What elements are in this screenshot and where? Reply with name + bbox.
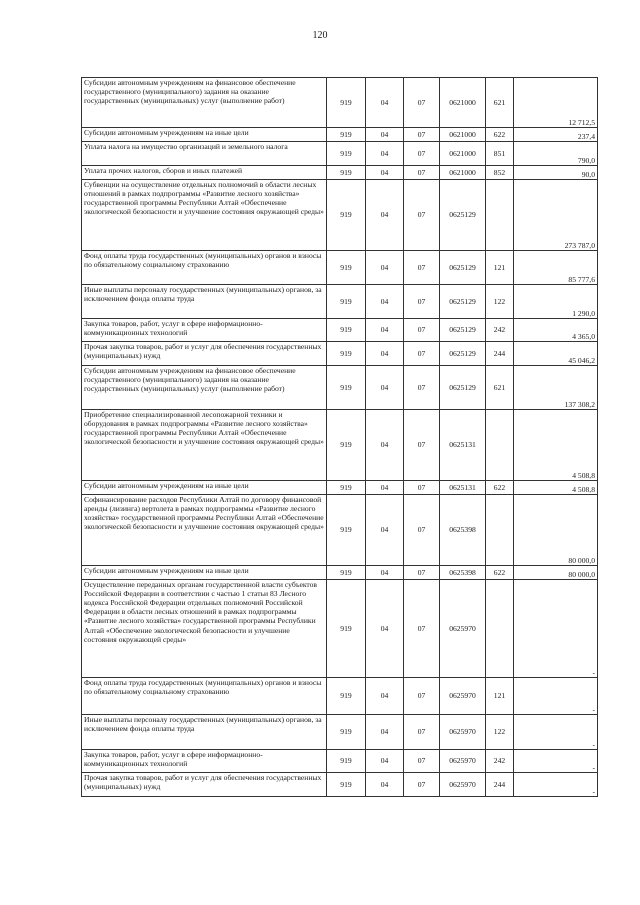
cell-subsection: 07: [404, 750, 440, 773]
table-row: [82, 319, 598, 342]
cell-name: Приобретение специализированной лесопожарной техники и оборудования в рамках подпрограммы «Развитие лесного хозяйства» государственной программы Республики Алтай «Обеспечение экологической безопасности и улучшение состояния окружающей среды»: [82, 410, 327, 481]
cell-section: 04: [366, 773, 404, 797]
cell-grbs: 919: [327, 715, 366, 750]
cell-target-article: 0625129: [440, 366, 486, 410]
cell-expense-type: 242: [486, 750, 514, 773]
cell-name: Иные выплаты персоналу государственных (муниципальных) органов, за исключением фонда оплаты труда: [82, 715, 327, 750]
cell-amount: 790,0: [514, 142, 598, 166]
cell-target-article: 0625970: [440, 773, 486, 797]
cell-section: 04: [366, 750, 404, 773]
cell-expense-type: 121: [486, 678, 514, 715]
cell-section: 04: [366, 319, 404, 342]
table-body: [82, 78, 598, 797]
cell-grbs: 919: [327, 78, 366, 128]
cell-subsection: 07: [404, 251, 440, 285]
cell-grbs: 919: [327, 566, 366, 580]
cell-target-article: 0625129: [440, 342, 486, 366]
cell-expense-type: 121: [486, 251, 514, 285]
cell-target-article: 0625970: [440, 580, 486, 678]
cell-target-article: 0621000: [440, 128, 486, 142]
cell-name: Фонд оплаты труда государственных (муниципальных) органов и взносы по обязательному социальному страхованию: [82, 678, 327, 715]
cell-grbs: 919: [327, 342, 366, 366]
cell-section: 04: [366, 285, 404, 319]
cell-section: 04: [366, 481, 404, 495]
table-row: [82, 285, 598, 319]
cell-subsection: 07: [404, 495, 440, 566]
cell-section: 04: [366, 410, 404, 481]
cell-amount: 45 046,2: [514, 342, 598, 366]
table-row: [82, 128, 598, 142]
cell-subsection: 07: [404, 166, 440, 180]
table-row: [82, 566, 598, 580]
cell-amount: -: [514, 715, 598, 750]
cell-section: 04: [366, 128, 404, 142]
table-row: [82, 715, 598, 750]
table-row: [82, 410, 598, 481]
cell-subsection: 07: [404, 285, 440, 319]
cell-name: Субсидии автономным учреждениям на иные цели: [82, 128, 327, 142]
table-row: [82, 678, 598, 715]
cell-expense-type: 244: [486, 773, 514, 797]
cell-amount: -: [514, 580, 598, 678]
cell-grbs: 919: [327, 142, 366, 166]
cell-expense-type: 122: [486, 285, 514, 319]
cell-amount: -: [514, 750, 598, 773]
cell-subsection: 07: [404, 410, 440, 481]
cell-amount: -: [514, 773, 598, 797]
cell-name: Субсидии автономным учреждениям на иные цели: [82, 481, 327, 495]
cell-section: 04: [366, 78, 404, 128]
budget-table: [81, 77, 598, 797]
cell-grbs: 919: [327, 410, 366, 481]
cell-target-article: 0621000: [440, 78, 486, 128]
cell-name: Субсидии автономным учреждениям на иные цели: [82, 566, 327, 580]
cell-expense-type: 621: [486, 366, 514, 410]
cell-section: 04: [366, 566, 404, 580]
cell-name: Уплата налога на имущество организаций и земельного налога: [82, 142, 327, 166]
cell-grbs: 919: [327, 166, 366, 180]
cell-name: Софинансирование расходов Республики Алтай по договору финансовой аренды (лизинга) вертолета в рамках подпрограммы «Развитие лесного хозяйства» государственной программы Республики Алтай «Обеспечение экологической безопасности и улучшение состояния окружающей среды»: [82, 495, 327, 566]
cell-amount: 12 712,5: [514, 78, 598, 128]
cell-name: Субвенции на осуществление отдельных полномочий в области лесных отношений в рамках подпрограммы «Развитие лесного хозяйства» государственной программы Республики Алтай «Обеспечение экологической безопасности и улучшение состояния окружающей среды»: [82, 180, 327, 251]
cell-expense-type: [486, 495, 514, 566]
cell-section: 04: [366, 166, 404, 180]
cell-amount: 90,0: [514, 166, 598, 180]
cell-name: Фонд оплаты труда государственных (муниципальных) органов и взносы по обязательному социальному страхованию: [82, 251, 327, 285]
cell-expense-type: 622: [486, 566, 514, 580]
cell-subsection: 07: [404, 78, 440, 128]
cell-subsection: 07: [404, 566, 440, 580]
cell-grbs: 919: [327, 319, 366, 342]
cell-target-article: 0625129: [440, 180, 486, 251]
cell-amount: 237,4: [514, 128, 598, 142]
cell-expense-type: [486, 180, 514, 251]
cell-expense-type: [486, 410, 514, 481]
cell-grbs: 919: [327, 285, 366, 319]
cell-grbs: 919: [327, 678, 366, 715]
cell-name: Уплата прочих налогов, сборов и иных платежей: [82, 166, 327, 180]
cell-target-article: 0625129: [440, 319, 486, 342]
cell-name: Закупка товаров, работ, услуг в сфере информационно-коммуникационных технологий: [82, 319, 327, 342]
cell-grbs: 919: [327, 580, 366, 678]
cell-amount: 80 000,0: [514, 495, 598, 566]
cell-subsection: 07: [404, 773, 440, 797]
cell-expense-type: 242: [486, 319, 514, 342]
table-row: [82, 166, 598, 180]
table-row: [82, 78, 598, 128]
cell-grbs: 919: [327, 750, 366, 773]
table-row: [82, 495, 598, 566]
page-number: 120: [312, 30, 328, 41]
cell-section: 04: [366, 366, 404, 410]
cell-amount: 85 777,6: [514, 251, 598, 285]
table-row: [82, 142, 598, 166]
cell-section: 04: [366, 142, 404, 166]
cell-amount: 273 787,0: [514, 180, 598, 251]
cell-grbs: 919: [327, 128, 366, 142]
cell-target-article: 0625970: [440, 750, 486, 773]
table-row: [82, 580, 598, 678]
table-row: [82, 251, 598, 285]
cell-amount: 4 365,0: [514, 319, 598, 342]
cell-name: Закупка товаров, работ, услуг в сфере информационно-коммуникационных технологий: [82, 750, 327, 773]
cell-target-article: 0621000: [440, 142, 486, 166]
cell-section: 04: [366, 251, 404, 285]
cell-subsection: 07: [404, 319, 440, 342]
table-row: [82, 342, 598, 366]
cell-grbs: 919: [327, 251, 366, 285]
cell-expense-type: 622: [486, 481, 514, 495]
cell-amount: 80 000,0: [514, 566, 598, 580]
cell-subsection: 07: [404, 142, 440, 166]
cell-amount: -: [514, 678, 598, 715]
cell-name: Иные выплаты персоналу государственных (муниципальных) органов, за исключением фонда оплаты труда: [82, 285, 327, 319]
cell-amount: 4 508,8: [514, 410, 598, 481]
cell-subsection: 07: [404, 715, 440, 750]
cell-name: Осуществление переданных органам государственной власти субъектов Российской Федерации в соответствии с частью 1 статьи 83 Лесного кодекса Российской Федерации отдельных полномочий Российской Федерации в области лесных отношений в рамках подпрограммы «Развитие лесного хозяйства» государственной программы Республики Алтай «Обеспечение экологической безопасности и улучшение состояния окружающей среды»: [82, 580, 327, 678]
cell-grbs: 919: [327, 180, 366, 251]
cell-subsection: 07: [404, 481, 440, 495]
cell-grbs: 919: [327, 495, 366, 566]
cell-target-article: 0625970: [440, 715, 486, 750]
cell-name: Субсидии автономным учреждениям на финансовое обеспечение государственного (муниципального) задания на оказание государственных (муниципальных) услуг (выполнение работ): [82, 78, 327, 128]
cell-amount: 1 290,0: [514, 285, 598, 319]
cell-subsection: 07: [404, 342, 440, 366]
table-row: [82, 750, 598, 773]
cell-expense-type: 244: [486, 342, 514, 366]
cell-subsection: 07: [404, 366, 440, 410]
cell-target-article: 0625131: [440, 481, 486, 495]
cell-target-article: 0625131: [440, 410, 486, 481]
cell-expense-type: 122: [486, 715, 514, 750]
cell-target-article: 0621000: [440, 166, 486, 180]
cell-section: 04: [366, 342, 404, 366]
cell-subsection: 07: [404, 678, 440, 715]
cell-name: Прочая закупка товаров, работ и услуг для обеспечения государственных (муниципальных) нужд: [82, 342, 327, 366]
cell-target-article: 0625129: [440, 285, 486, 319]
cell-section: 04: [366, 495, 404, 566]
cell-section: 04: [366, 678, 404, 715]
cell-section: 04: [366, 180, 404, 251]
cell-grbs: 919: [327, 481, 366, 495]
cell-target-article: 0625398: [440, 495, 486, 566]
cell-grbs: 919: [327, 773, 366, 797]
table-row: [82, 180, 598, 251]
cell-name: Субсидии автономным учреждениям на финансовое обеспечение государственного (муниципального) задания на оказание государственных (муниципальных) услуг (выполнение работ): [82, 366, 327, 410]
cell-grbs: 919: [327, 366, 366, 410]
cell-amount: 137 308,2: [514, 366, 598, 410]
table-row: [82, 773, 598, 797]
cell-target-article: 0625970: [440, 678, 486, 715]
cell-subsection: 07: [404, 580, 440, 678]
cell-expense-type: 852: [486, 166, 514, 180]
cell-expense-type: 621: [486, 78, 514, 128]
cell-name: Прочая закупка товаров, работ и услуг для обеспечения государственных (муниципальных) нужд: [82, 773, 327, 797]
table-row: [82, 366, 598, 410]
cell-target-article: 0625129: [440, 251, 486, 285]
cell-section: 04: [366, 580, 404, 678]
cell-target-article: 0625398: [440, 566, 486, 580]
cell-expense-type: 851: [486, 142, 514, 166]
cell-section: 04: [366, 715, 404, 750]
table-row: [82, 481, 598, 495]
cell-expense-type: 622: [486, 128, 514, 142]
cell-subsection: 07: [404, 180, 440, 251]
cell-amount: 4 508,8: [514, 481, 598, 495]
cell-expense-type: [486, 580, 514, 678]
cell-subsection: 07: [404, 128, 440, 142]
